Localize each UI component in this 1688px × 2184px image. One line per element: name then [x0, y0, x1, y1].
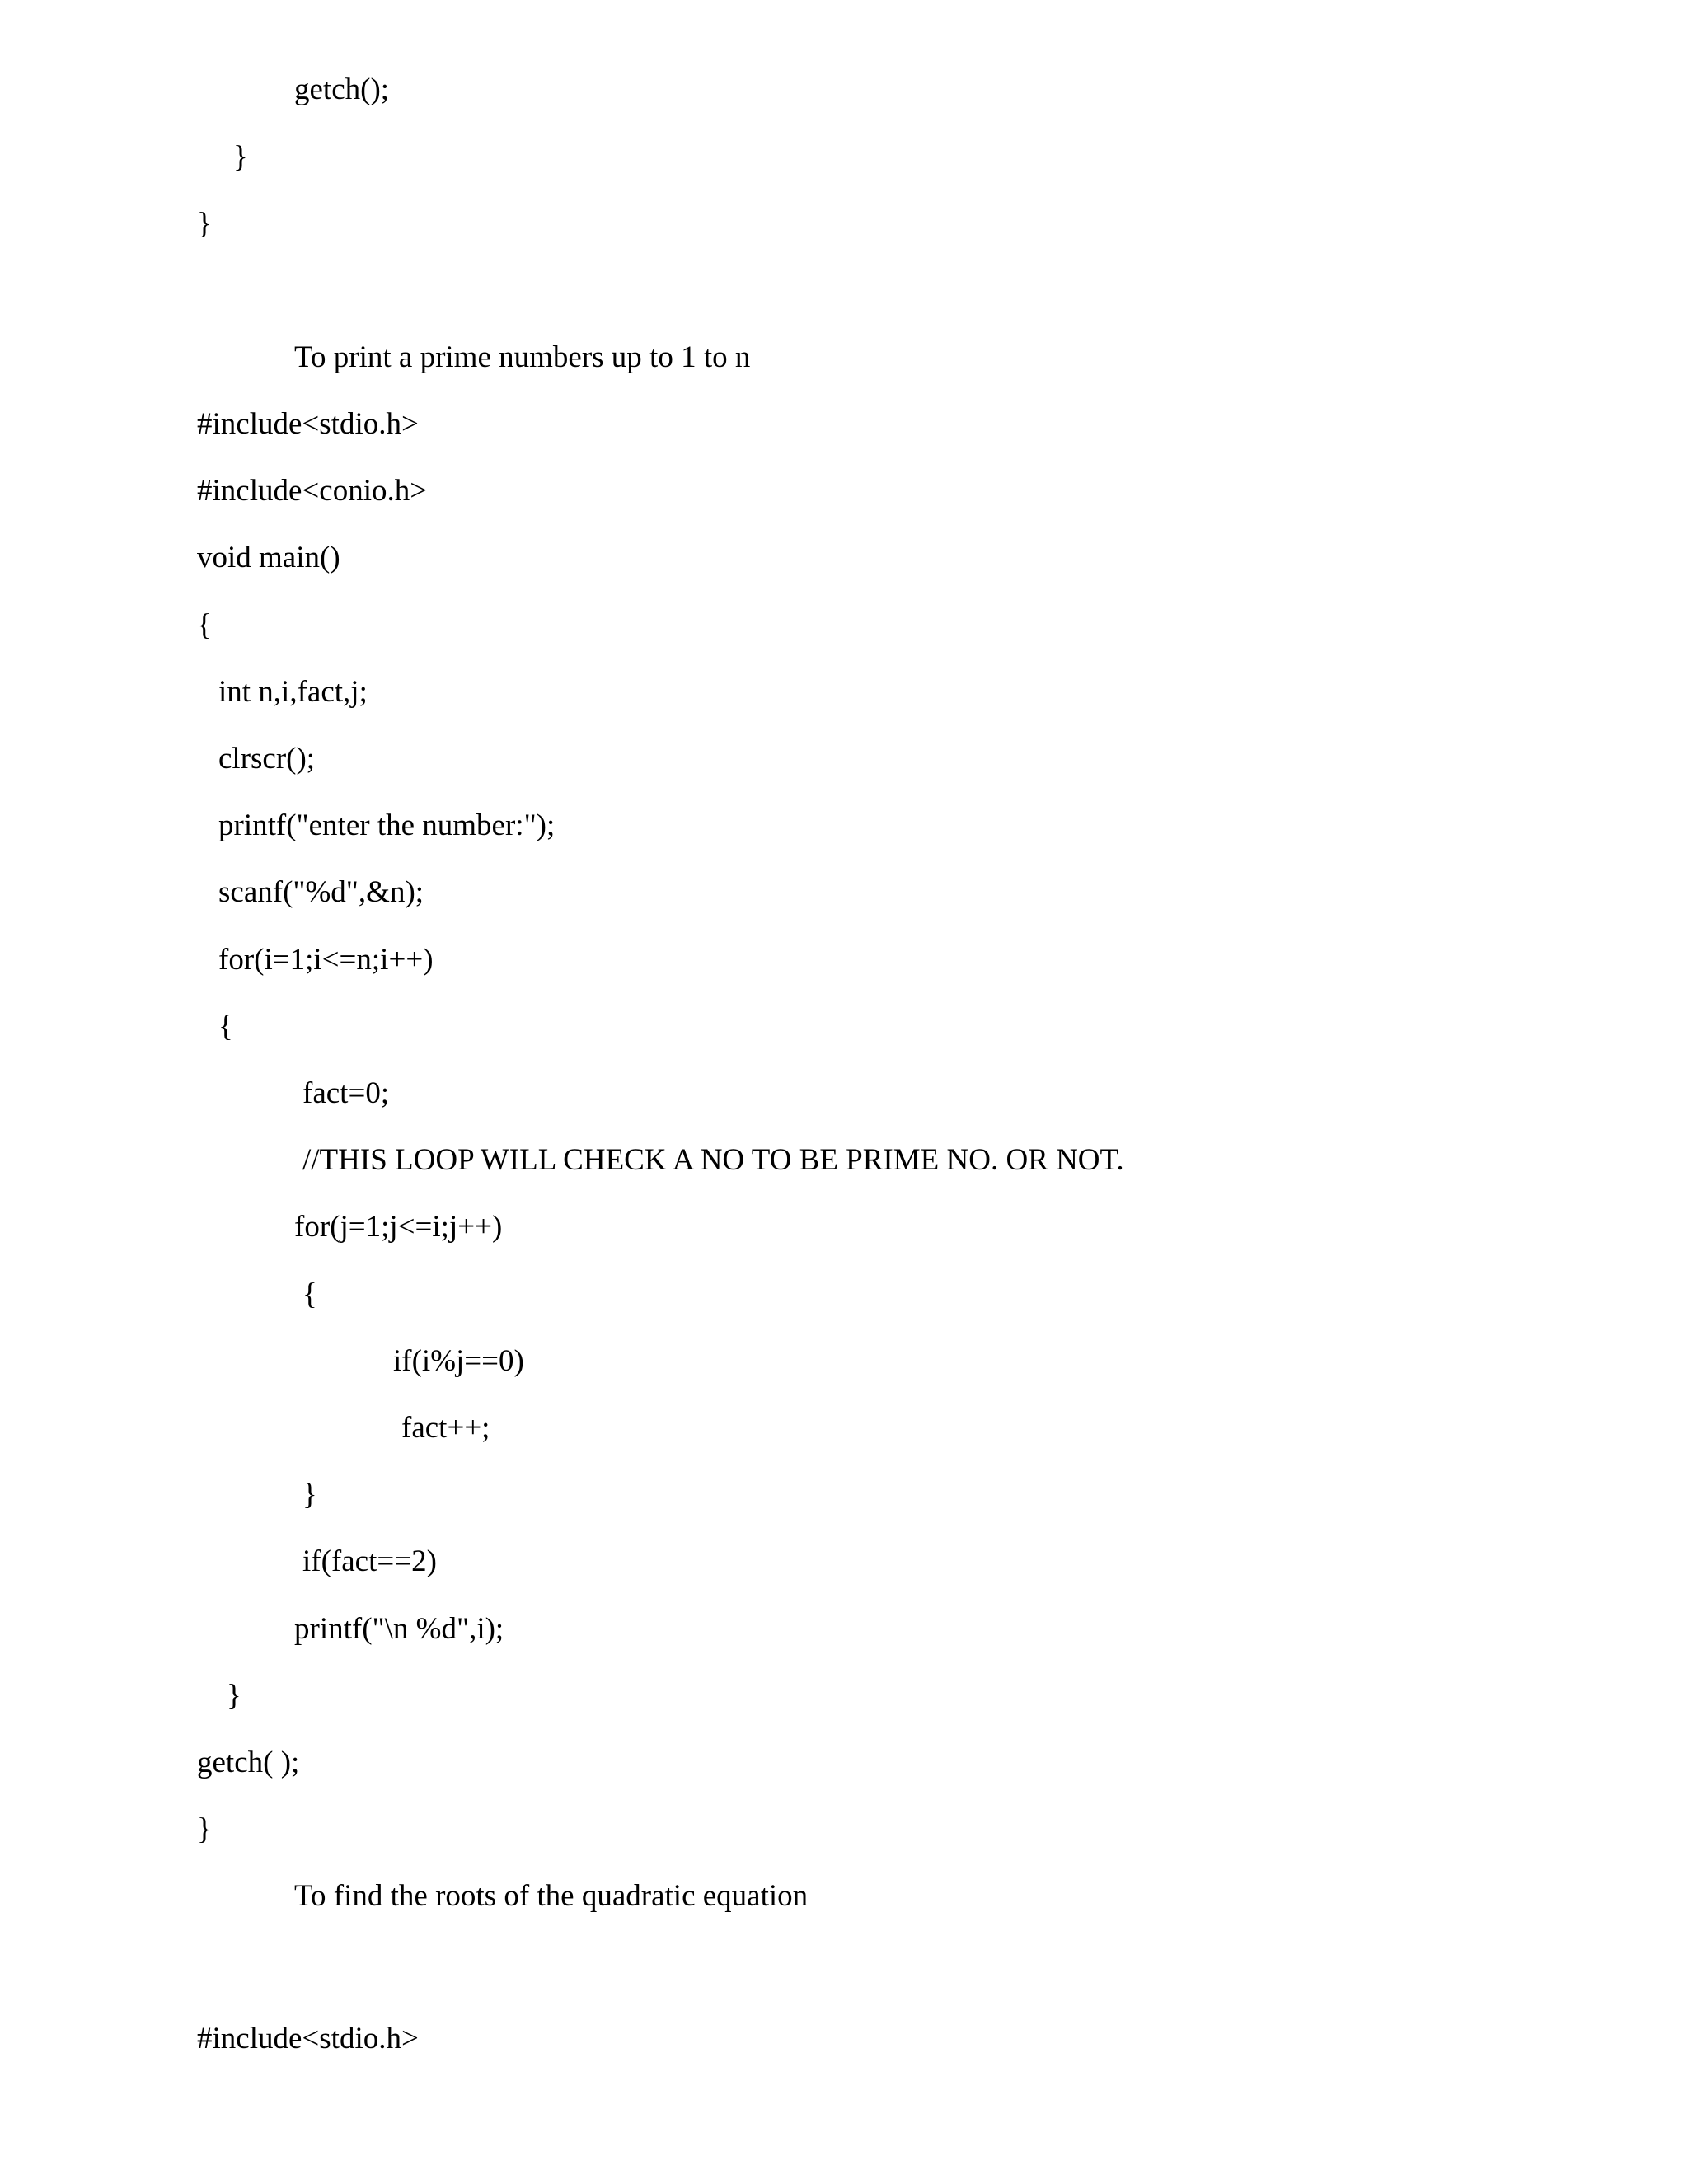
- code-line: getch( );: [197, 1746, 300, 1779]
- code-line: {: [218, 1010, 233, 1043]
- code-line: }: [197, 1812, 212, 1846]
- code-line: for(i=1;i<=n;i++): [218, 943, 434, 977]
- code-line: #include<conio.h>: [197, 474, 428, 508]
- code-line: fact++;: [401, 1411, 490, 1445]
- code-line: {: [302, 1277, 317, 1311]
- code-line: void main(): [197, 541, 340, 574]
- code-line: }: [302, 1478, 317, 1511]
- code-line: getch();: [294, 73, 390, 106]
- code-line: }: [233, 140, 248, 174]
- code-line: }: [197, 207, 212, 241]
- code-line: #include<stdio.h>: [197, 2022, 419, 2055]
- code-line: fact=0;: [302, 1076, 390, 1110]
- code-line: }: [227, 1679, 241, 1713]
- code-comment: //THIS LOOP WILL CHECK A NO TO BE PRIME NO. OR NOT.: [302, 1143, 1124, 1177]
- code-line: int n,i,fact,j;: [218, 675, 368, 709]
- code-line: printf("\n %d",i);: [294, 1612, 504, 1646]
- code-line: scanf("%d",&n);: [218, 875, 424, 909]
- section-heading-quadratic-roots: To find the roots of the quadratic equation: [294, 1879, 809, 1913]
- section-heading-prime-numbers: To print a prime numbers up to 1 to n: [294, 340, 751, 374]
- code-line: if(fact==2): [302, 1544, 437, 1578]
- code-line: for(j=1;j<=i;j++): [294, 1210, 503, 1244]
- code-line: clrscr();: [218, 742, 316, 776]
- code-line: {: [197, 608, 212, 642]
- code-line: printf("enter the number:");: [218, 808, 556, 842]
- code-line: #include<stdio.h>: [197, 407, 419, 441]
- code-line: if(i%j==0): [393, 1344, 524, 1378]
